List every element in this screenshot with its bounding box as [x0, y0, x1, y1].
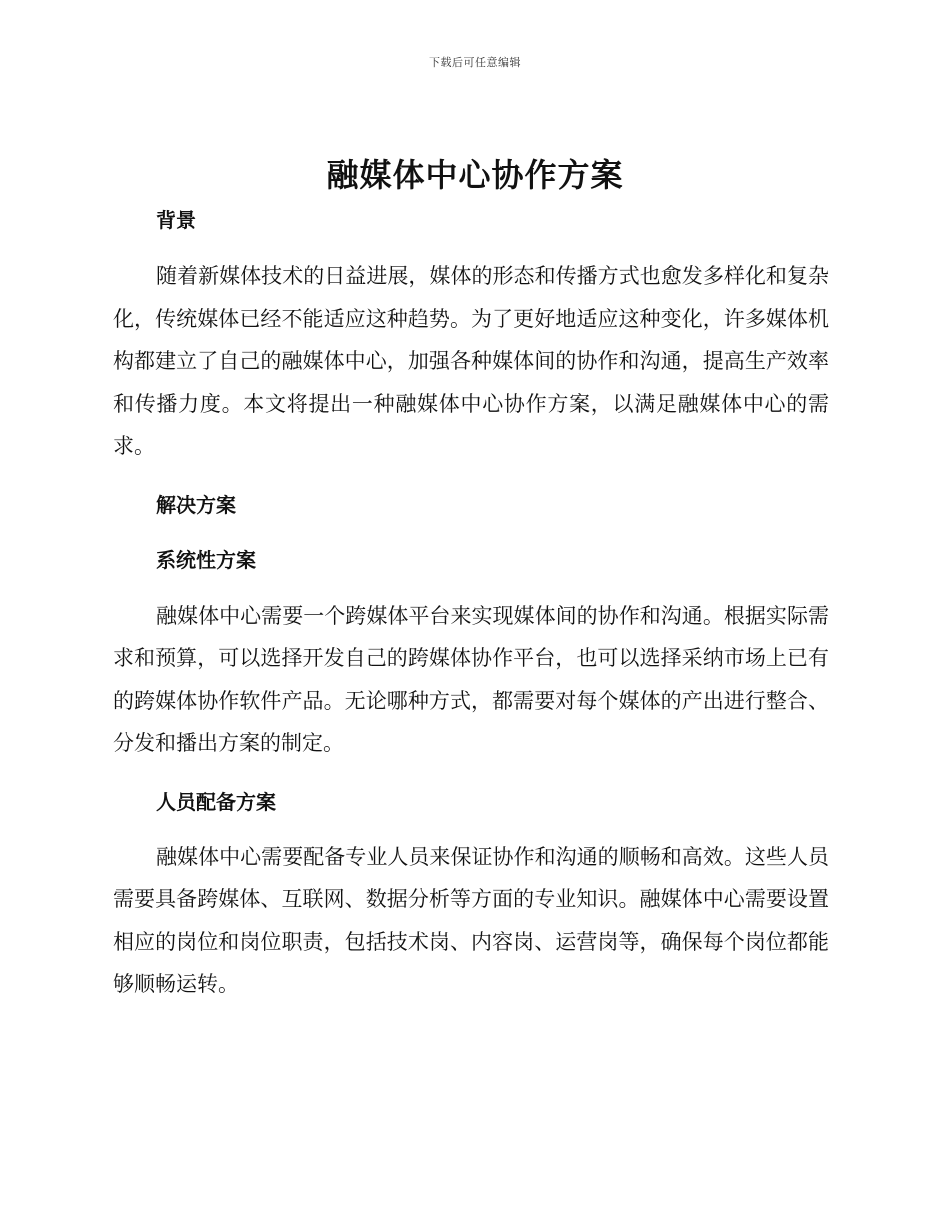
section-heading-background: 背景 — [156, 208, 196, 232]
paragraph-systematic: 融媒体中心需要一个跨媒体平台来实现媒体间的协作和沟通。根据实际需求和预算，可以选择开发自己的跨媒体协作平台，也可以选择采纳市场上已有的跨媒体协作软件产品。无论哪种方式，都需要对每个媒体的产出进行整合、分发和播出方案的制定。 — [113, 603, 829, 755]
document-title: 融媒体中心协作方案 — [326, 156, 624, 194]
document-body — [113, 205, 829, 1006]
section-heading-solution: 解决方案 — [156, 492, 236, 517]
header-note: 下载后可任意编辑 — [429, 56, 521, 69]
section-heading-systematic: 系统性方案 — [156, 547, 256, 572]
paragraph-staffing: 融媒体中心需要配备专业人员来保证协作和沟通的顺畅和高效。这些人员需要具备跨媒体、互联网、数据分析等方面的专业知识。融媒体中心需要设置相应的岗位和岗位职责，包括技术岗、内容岗、运营岗等，确保每个岗位都能够顺畅运转。 — [113, 844, 829, 996]
section-heading-staffing: 人员配备方案 — [156, 789, 276, 814]
paragraph-background: 随着新媒体技术的日益进展，媒体的形态和传播方式也愈发多样化和复杂化，传统媒体已经不能适应这种趋势。为了更好地适应这种变化，许多媒体机构都建立了自己的融媒体中心，加强各种媒体间的协作和沟通，提高生产效率和传播力度。本文将提出一种融媒体中心协作方案，以满足融媒体中心的需求。 — [113, 264, 829, 458]
